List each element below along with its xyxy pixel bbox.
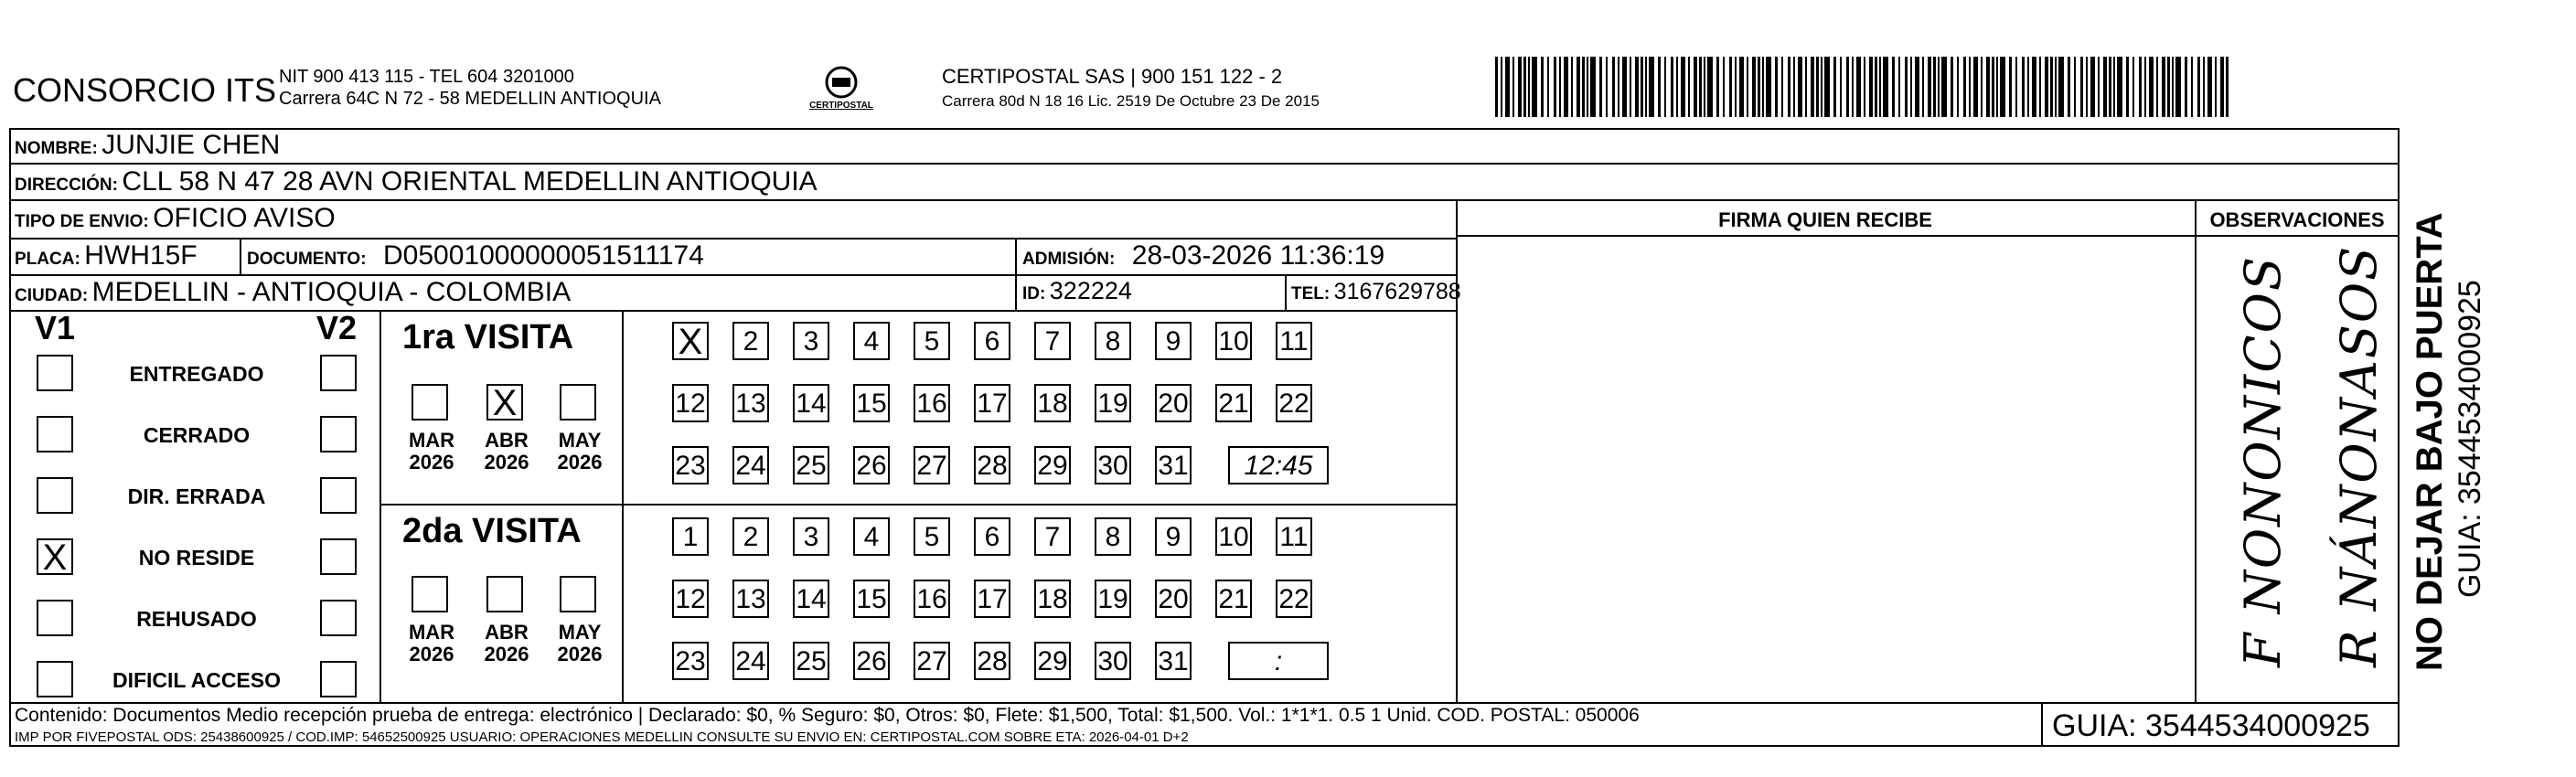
day-box[interactable]: 16 bbox=[914, 580, 950, 618]
barcode-bar bbox=[1612, 57, 1615, 117]
barcode-bar bbox=[2207, 57, 2212, 117]
barcode-bar bbox=[2015, 57, 2017, 117]
day-box[interactable]: 19 bbox=[1095, 384, 1131, 422]
day-box[interactable]: 31 bbox=[1155, 642, 1192, 680]
barcode-bar bbox=[1793, 57, 1795, 117]
barcode-bar bbox=[2139, 57, 2142, 117]
barcode-bar bbox=[1716, 57, 1719, 117]
month-checkbox[interactable] bbox=[560, 576, 596, 612]
barcode-bar bbox=[2009, 57, 2012, 117]
barcode-bar bbox=[2117, 57, 2122, 117]
status-label: ENTREGADO bbox=[129, 362, 264, 386]
barcode-bar bbox=[1856, 57, 1861, 117]
barcode-bar bbox=[1941, 57, 1947, 117]
day-box[interactable]: 15 bbox=[853, 384, 890, 422]
divider bbox=[9, 238, 1457, 239]
day-box[interactable]: 29 bbox=[1034, 446, 1071, 484]
placa-row bbox=[15, 240, 198, 271]
month-checkbox[interactable] bbox=[412, 576, 448, 612]
day-box[interactable]: 23 bbox=[672, 446, 709, 484]
barcode-bar bbox=[2215, 57, 2217, 117]
documento-row bbox=[247, 240, 704, 271]
barcode-bar bbox=[1915, 57, 1919, 117]
day-box[interactable]: 10 bbox=[1215, 517, 1252, 556]
barcode-bar bbox=[1582, 57, 1585, 117]
day-box[interactable]: 6 bbox=[974, 517, 1010, 556]
barcode-bar bbox=[1821, 57, 1822, 117]
barcode-bar bbox=[1512, 57, 1514, 117]
barcode-bar bbox=[1739, 57, 1744, 117]
barcode-bar bbox=[1649, 57, 1654, 117]
barcode-bar bbox=[2058, 57, 2064, 117]
documento-value: D05001000000051511174 bbox=[383, 240, 704, 271]
barcode-bar bbox=[1938, 57, 1940, 117]
barcode-bar bbox=[1541, 57, 1544, 117]
barcode-bar bbox=[1554, 57, 1556, 117]
divider bbox=[2041, 702, 2043, 746]
day-box[interactable]: 14 bbox=[793, 384, 829, 422]
barcode-bar bbox=[1811, 57, 1814, 117]
day-box[interactable]: 11 bbox=[1276, 322, 1312, 360]
day-box[interactable]: 16 bbox=[914, 384, 950, 422]
day-box[interactable]: 20 bbox=[1155, 580, 1192, 618]
tel-label: TEL: bbox=[1291, 284, 1331, 303]
status-v1-checkbox[interactable] bbox=[37, 416, 73, 452]
divider bbox=[9, 274, 1457, 276]
barcode-bar bbox=[1775, 57, 1778, 117]
barcode-bar bbox=[2022, 57, 2025, 117]
day-box[interactable]: 21 bbox=[1215, 580, 1252, 618]
barcode-bar bbox=[1729, 57, 1732, 117]
month-checkbox[interactable] bbox=[560, 384, 596, 420]
day-box[interactable]: 3 bbox=[793, 322, 829, 360]
day-box[interactable]: 4 bbox=[853, 517, 890, 556]
barcode-bar bbox=[2050, 57, 2053, 117]
day-box[interactable]: 2 bbox=[732, 517, 769, 556]
barcode-bar bbox=[1963, 57, 1966, 117]
tel-row bbox=[1291, 279, 1461, 305]
year-label: 2026 bbox=[557, 451, 603, 474]
month-checkbox[interactable]: X bbox=[486, 384, 523, 420]
tel-value: 3167629788 bbox=[1333, 279, 1461, 304]
day-box[interactable]: 28 bbox=[974, 642, 1010, 680]
status-v2-checkbox[interactable] bbox=[320, 538, 357, 575]
id-label: ID: bbox=[1022, 284, 1046, 303]
barcode-bar bbox=[1996, 57, 1998, 117]
barcode-bar bbox=[1622, 57, 1627, 117]
barcode-bar bbox=[2175, 57, 2181, 117]
divider bbox=[379, 504, 1456, 506]
barcode-bar bbox=[1564, 57, 1568, 117]
day-box[interactable]: 22 bbox=[1276, 384, 1312, 422]
month-label: MAR bbox=[408, 429, 455, 452]
barcode-bar bbox=[1664, 57, 1666, 117]
barcode-bar bbox=[2191, 57, 2193, 117]
status-label: DIFICIL ACCESO bbox=[112, 668, 281, 692]
barcode-bar bbox=[2045, 57, 2048, 117]
barcode-bar bbox=[2027, 57, 2029, 117]
visit1-title: 1ra VISITA bbox=[402, 318, 574, 357]
day-box[interactable]: 9 bbox=[1155, 517, 1192, 556]
year-label: 2026 bbox=[484, 451, 529, 474]
admision-row bbox=[1022, 240, 1384, 271]
barcode-bar bbox=[1694, 57, 1697, 117]
day-box[interactable]: 20 bbox=[1155, 384, 1192, 422]
barcode-bar bbox=[1606, 57, 1608, 117]
barcode-bar bbox=[1883, 57, 1888, 117]
day-box[interactable]: 9 bbox=[1155, 322, 1192, 360]
status-label: DIR. ERRADA bbox=[127, 484, 266, 508]
observaciones-header: OBSERVACIONES bbox=[2209, 208, 2385, 231]
barcode-bar bbox=[1671, 57, 1673, 117]
divider bbox=[1456, 235, 2398, 237]
status-label: CERRADO bbox=[143, 423, 251, 447]
signature-2: R NÁNONASOS bbox=[2330, 244, 2388, 667]
direccion-value: CLL 58 N 47 28 AVN ORIENTAL MEDELLIN ANTIOQUIA bbox=[122, 166, 818, 197]
barcode-bar bbox=[1951, 57, 1953, 117]
day-box[interactable]: 13 bbox=[732, 580, 769, 618]
admision-value: 28-03-2026 11:36:19 bbox=[1131, 240, 1385, 271]
barcode-bar bbox=[2098, 57, 2100, 117]
year-label: 2026 bbox=[409, 643, 454, 665]
barcode-bar bbox=[1846, 57, 1849, 117]
barcode-bar bbox=[1892, 57, 1895, 117]
status-v2-checkbox[interactable] bbox=[320, 600, 357, 636]
divider bbox=[2195, 199, 2197, 702]
status-v1-checkbox[interactable]: X bbox=[37, 538, 73, 575]
year-label: 2026 bbox=[484, 643, 529, 665]
visit2-title: 2da VISITA bbox=[402, 512, 582, 550]
barcode-bar bbox=[1590, 57, 1596, 117]
footer-imp: IMP POR FIVEPOSTAL ODS: 25438600925 / COD.IMP: 54652500925 USUARIO: OPERACIONES MEDELLIN CONSULTE SU ENVIO EN: CERTIPOSTAL.COM SOBRE ETA: 2026-04-01 D+2 bbox=[15, 729, 1189, 745]
barcode-bar bbox=[2032, 57, 2036, 117]
barcode-bar bbox=[1688, 57, 1690, 117]
nombre-row bbox=[15, 130, 280, 161]
day-box[interactable]: 19 bbox=[1095, 580, 1131, 618]
divider bbox=[1285, 274, 1287, 310]
time-box[interactable]: 12:45 bbox=[1228, 446, 1329, 484]
placa-label: PLACA: bbox=[15, 250, 80, 269]
barcode-bar bbox=[2172, 57, 2174, 117]
barcode-bar bbox=[1735, 57, 1737, 117]
barcode-bar bbox=[1658, 57, 1661, 117]
barcode-bar bbox=[1641, 57, 1643, 117]
barcode-bar bbox=[1969, 57, 1971, 117]
barcode-bar bbox=[1559, 57, 1561, 117]
divider bbox=[1456, 199, 1458, 702]
barcode-bar bbox=[2090, 57, 2095, 117]
barcode-bar bbox=[1501, 57, 1502, 117]
barcode-bar bbox=[1599, 57, 1602, 117]
tipo-value: OFICIO AVISO bbox=[153, 203, 336, 233]
admision-label: ADMISIÓN: bbox=[1022, 250, 1116, 269]
barcode-bar bbox=[1528, 57, 1530, 117]
barcode-bar bbox=[1532, 57, 1537, 117]
barcode-bar bbox=[1547, 57, 1549, 117]
day-box[interactable]: 18 bbox=[1034, 580, 1071, 618]
barcode-bar bbox=[2185, 57, 2187, 117]
time-box[interactable]: : bbox=[1228, 642, 1329, 680]
status-v1-checkbox[interactable] bbox=[37, 477, 73, 514]
barcode-bar bbox=[2132, 57, 2134, 117]
day-box[interactable]: 4 bbox=[853, 322, 890, 360]
day-box[interactable]: 25 bbox=[793, 446, 829, 484]
barcode-bar bbox=[1699, 57, 1702, 117]
barcode-bar bbox=[2167, 57, 2170, 117]
frame-left bbox=[9, 128, 11, 746]
barcode-bar bbox=[2039, 57, 2041, 117]
month-label: MAY bbox=[558, 621, 602, 644]
barcode-bar bbox=[1905, 57, 1908, 117]
barcode-bar bbox=[2220, 57, 2224, 117]
nombre-label: NOMBRE: bbox=[15, 139, 98, 158]
ciudad-value: MEDELLIN - ANTIOQUIA - COLOMBIA bbox=[91, 277, 572, 307]
day-box[interactable]: 7 bbox=[1034, 322, 1071, 360]
certipostal-logo bbox=[805, 64, 878, 115]
divider bbox=[379, 310, 381, 702]
status-v2-checkbox[interactable] bbox=[320, 416, 357, 452]
status-v1-checkbox[interactable] bbox=[37, 661, 73, 697]
status-v2-checkbox[interactable] bbox=[320, 477, 357, 514]
day-box[interactable]: 25 bbox=[793, 642, 829, 680]
year-label: 2026 bbox=[409, 451, 454, 474]
day-box[interactable]: 5 bbox=[914, 517, 950, 556]
barcode-bar bbox=[1840, 57, 1842, 117]
barcode-bar bbox=[2103, 57, 2107, 117]
barcode-bar bbox=[1788, 57, 1790, 117]
status-v2-checkbox[interactable] bbox=[320, 355, 357, 391]
barcode-bar bbox=[1762, 57, 1764, 117]
barcode-bar bbox=[1571, 57, 1573, 117]
barcode-bar bbox=[1986, 57, 1990, 117]
status-v1-checkbox[interactable] bbox=[37, 355, 73, 391]
barcode-bar bbox=[1681, 57, 1685, 117]
barcode bbox=[1495, 57, 2227, 117]
status-label: REHUSADO bbox=[136, 607, 257, 631]
id-row bbox=[1022, 277, 1132, 305]
id-value: 322224 bbox=[1049, 277, 1132, 304]
barcode-bar bbox=[1676, 57, 1678, 117]
barcode-bar bbox=[1957, 57, 1959, 117]
day-box[interactable]: 5 bbox=[914, 322, 950, 360]
day-box[interactable]: 30 bbox=[1095, 642, 1131, 680]
frame-right bbox=[2398, 128, 2400, 746]
barcode-bar bbox=[1518, 57, 1522, 117]
day-box[interactable]: 23 bbox=[672, 642, 709, 680]
status-v1-checkbox[interactable] bbox=[37, 600, 73, 636]
day-box[interactable]: 11 bbox=[1276, 517, 1312, 556]
barcode-bar bbox=[1833, 57, 1836, 117]
barcode-bar bbox=[2074, 57, 2076, 117]
ciudad-row bbox=[15, 277, 571, 308]
company-nit: NIT 900 413 115 - TEL 604 3201000 bbox=[279, 67, 574, 87]
barcode-bar bbox=[2055, 57, 2057, 117]
barcode-bar bbox=[1933, 57, 1936, 117]
barcode-bar bbox=[1869, 57, 1873, 117]
barcode-bar bbox=[2149, 57, 2154, 117]
barcode-bar bbox=[1922, 57, 1924, 117]
documento-label: DOCUMENTO: bbox=[247, 250, 367, 269]
placa-value: HWH15F bbox=[84, 240, 198, 271]
barcode-bar bbox=[1630, 57, 1631, 117]
month-checkbox[interactable] bbox=[486, 576, 523, 612]
day-box[interactable]: 8 bbox=[1095, 322, 1131, 360]
day-box[interactable]: 14 bbox=[793, 580, 829, 618]
barcode-bar bbox=[1816, 57, 1819, 117]
status-v2-checkbox[interactable] bbox=[320, 661, 357, 697]
barcode-bar bbox=[1704, 57, 1705, 117]
side-guia: GUIA: 3544534000925 bbox=[2453, 280, 2487, 598]
barcode-bar bbox=[1875, 57, 1877, 117]
day-box[interactable]: 2 bbox=[732, 322, 769, 360]
barcode-bar bbox=[2113, 57, 2115, 117]
barcode-bar bbox=[2226, 57, 2229, 117]
barcode-bar bbox=[1577, 57, 1580, 117]
footer-contenido: Contenido: Documentos Medio recepción prueba de entrega: electrónico | Declarado: $0, % Seguro: $0, Otros: $0, Flete: $1,500, Total: $1,500. Vol.: 1*1*1. 0.5 1 Unid. COD. POSTAL: 050006 bbox=[15, 705, 1640, 726]
direccion-row bbox=[15, 166, 818, 197]
tipo-label: TIPO DE ENVIO: bbox=[15, 212, 149, 231]
day-box[interactable]: 12 bbox=[672, 580, 709, 618]
firma-header: FIRMA QUIEN RECIBE bbox=[1718, 208, 1932, 231]
day-box[interactable]: 26 bbox=[853, 642, 890, 680]
divider bbox=[1015, 238, 1017, 310]
day-box[interactable]: 7 bbox=[1034, 517, 1071, 556]
barcode-bar bbox=[1992, 57, 1994, 117]
barcode-bar bbox=[1645, 57, 1647, 117]
barcode-bar bbox=[2109, 57, 2111, 117]
barcode-bar bbox=[1523, 57, 1526, 117]
certipostal-nit: CERTIPOSTAL SAS | 900 151 122 - 2 bbox=[942, 65, 1283, 88]
divider bbox=[9, 702, 2398, 704]
year-label: 2026 bbox=[557, 643, 603, 665]
day-box[interactable]: 12 bbox=[672, 384, 709, 422]
certipostal-logo-text: CERTIPOSTAL bbox=[809, 101, 873, 111]
month-checkbox[interactable] bbox=[412, 384, 448, 420]
day-box[interactable]: 26 bbox=[853, 446, 890, 484]
day-box[interactable]: 1 bbox=[672, 517, 709, 556]
barcode-bar bbox=[2197, 57, 2200, 117]
month-label: MAY bbox=[558, 429, 602, 452]
signature-1: F NONONICOS bbox=[2234, 255, 2292, 667]
frame-top bbox=[9, 128, 2399, 130]
barcode-bar bbox=[1752, 57, 1756, 117]
barcode-bar bbox=[2203, 57, 2205, 117]
day-box[interactable]: 31 bbox=[1155, 446, 1192, 484]
footer-guia: GUIA: 3544534000925 bbox=[2052, 708, 2370, 743]
barcode-bar bbox=[1587, 57, 1588, 117]
nombre-value: JUNJIE CHEN bbox=[102, 130, 281, 160]
divider bbox=[9, 199, 2398, 201]
side-no-dejar: NO DEJAR BAJO PUERTA bbox=[2410, 212, 2450, 671]
barcode-bar bbox=[2000, 57, 2005, 117]
barcode-bar bbox=[2126, 57, 2129, 117]
barcode-bar bbox=[1618, 57, 1619, 117]
tipo-row bbox=[15, 203, 336, 234]
divider bbox=[9, 310, 1457, 312]
company-name: CONSORCIO ITS bbox=[13, 71, 277, 109]
ciudad-label: CIUDAD: bbox=[15, 286, 89, 305]
status-label: NO RESIDE bbox=[138, 546, 255, 569]
month-label: ABR bbox=[485, 429, 529, 452]
barcode-bar bbox=[1973, 57, 1978, 117]
day-box[interactable]: 29 bbox=[1034, 642, 1071, 680]
day-box[interactable]: 13 bbox=[732, 384, 769, 422]
v1-label: V1 bbox=[35, 309, 76, 346]
day-box[interactable]: 15 bbox=[853, 580, 890, 618]
barcode-bar bbox=[1879, 57, 1881, 117]
divider bbox=[9, 163, 2398, 165]
day-box[interactable]: 22 bbox=[1276, 580, 1312, 618]
day-box[interactable]: 27 bbox=[914, 446, 950, 484]
day-box[interactable]: 27 bbox=[914, 642, 950, 680]
v2-label: V2 bbox=[316, 309, 358, 346]
direccion-label: DIRECCIÓN: bbox=[15, 176, 118, 195]
barcode-bar bbox=[1864, 57, 1865, 117]
barcode-bar bbox=[2144, 57, 2146, 117]
barcode-bar bbox=[1766, 57, 1771, 117]
barcode-bar bbox=[1824, 57, 1830, 117]
day-box[interactable]: 24 bbox=[732, 446, 769, 484]
barcode-bar bbox=[1635, 57, 1639, 117]
barcode-bar bbox=[1781, 57, 1783, 117]
day-box[interactable]: 17 bbox=[974, 384, 1010, 422]
certipostal-address: Carrera 80d N 18 16 Lic. 2519 De Octubre 23 De 2015 bbox=[942, 92, 1320, 110]
barcode-bar bbox=[1928, 57, 1931, 117]
barcode-bar bbox=[1910, 57, 1912, 117]
barcode-bar bbox=[1505, 57, 1510, 117]
barcode-bar bbox=[1495, 57, 1498, 117]
company-address: Carrera 64C N 72 - 58 MEDELLIN ANTIOQUIA bbox=[279, 89, 661, 109]
barcode-bar bbox=[1707, 57, 1713, 117]
day-box[interactable]: 24 bbox=[732, 642, 769, 680]
barcode-bar bbox=[1758, 57, 1760, 117]
barcode-bar bbox=[2162, 57, 2165, 117]
barcode-bar bbox=[1723, 57, 1725, 117]
barcode-bar bbox=[1798, 57, 1802, 117]
day-box[interactable]: 28 bbox=[974, 446, 1010, 484]
day-box[interactable]: 21 bbox=[1215, 384, 1252, 422]
barcode-bar bbox=[2068, 57, 2070, 117]
barcode-bar bbox=[1747, 57, 1748, 117]
barcode-bar bbox=[1852, 57, 1854, 117]
day-box[interactable]: 6 bbox=[974, 322, 1010, 360]
day-box[interactable]: 30 bbox=[1095, 446, 1131, 484]
barcode-bar bbox=[1805, 57, 1807, 117]
month-label: MAR bbox=[408, 621, 455, 644]
divider bbox=[240, 238, 241, 274]
barcode-bar bbox=[2086, 57, 2088, 117]
divider bbox=[622, 310, 624, 702]
day-box[interactable]: 10 bbox=[1215, 322, 1252, 360]
day-box[interactable]: 17 bbox=[974, 580, 1010, 618]
day-box[interactable]: 3 bbox=[793, 517, 829, 556]
barcode-bar bbox=[2156, 57, 2158, 117]
barcode-bar bbox=[1898, 57, 1900, 117]
month-label: ABR bbox=[485, 621, 529, 644]
day-box[interactable]: 18 bbox=[1034, 384, 1071, 422]
barcode-bar bbox=[1981, 57, 1983, 117]
day-box[interactable]: 8 bbox=[1095, 517, 1131, 556]
day-box[interactable]: X bbox=[672, 322, 709, 360]
barcode-bar bbox=[2080, 57, 2083, 117]
